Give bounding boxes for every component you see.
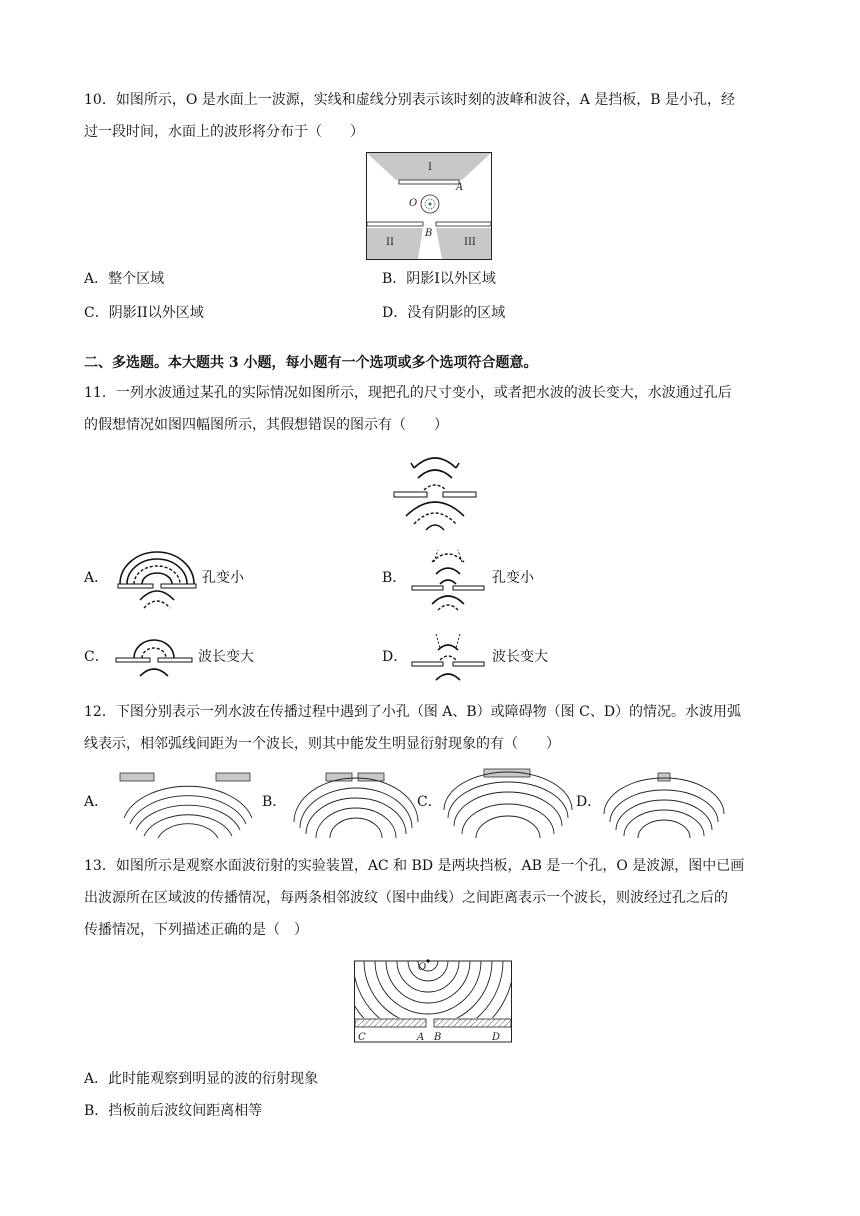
wave-source-O (429, 203, 432, 206)
q11-option-c-letter[interactable]: C． (84, 649, 109, 665)
q12-line2: 线表示，相邻弧线间距为一个波长，则其中能发生明显衍射现象的有（ ） (84, 736, 560, 752)
q12-figure-c (442, 766, 576, 838)
q12-label-b[interactable]: B． (262, 794, 287, 810)
q13-line2: 出波源所在区域波的传播情况，每两条相邻波纹（图中曲线）之间距离表示一个波长，则波经过孔之后的 (84, 890, 728, 906)
q12-label-d[interactable]: D． (576, 794, 602, 810)
q12-label-c[interactable]: C． (417, 794, 442, 810)
q13-label-d: D (492, 1032, 501, 1043)
q11-option-b-figure (410, 548, 486, 612)
q10-option-a[interactable]: A．整个区域 (84, 271, 165, 287)
q12-figure-b (290, 770, 424, 838)
label-O: O (409, 198, 418, 209)
q13-option-a[interactable]: A．此时能观察到明显的波的衍射现象 (84, 1071, 319, 1087)
q13-option-b[interactable]: B．挡板前后波纹间距离相等 (84, 1103, 263, 1119)
q13-label-o: O (418, 962, 427, 973)
barrier-right (436, 222, 491, 226)
q11-option-d-figure (410, 628, 486, 684)
q10-option-d[interactable]: D．没有阴影的区域 (382, 305, 506, 321)
q11-option-a-figure (114, 552, 200, 612)
barrier-left (367, 222, 423, 226)
q11-option-a-text: 孔变小 (202, 570, 244, 586)
q10-option-c[interactable]: C．阴影II以外区域 (84, 305, 204, 321)
q13-label-a: A (417, 1032, 425, 1043)
q11-option-b-text: 孔变小 (492, 570, 534, 586)
q11-line2: 的假想情况如图四幅图所示，其假想错误的图示有（ ） (84, 417, 448, 433)
q13-figure (354, 956, 512, 1050)
q10-line2: 过一段时间，水面上的波形将分布于（ ） (84, 124, 364, 140)
label-I: I (428, 162, 432, 173)
q11-option-d-letter[interactable]: D． (382, 649, 408, 665)
label-B: B (425, 228, 433, 239)
q10-figure (366, 152, 492, 260)
q11-option-a-letter[interactable]: A． (84, 570, 109, 586)
barrier-bd (434, 1019, 511, 1027)
q12-line1: 12．下图分别表示一列水波在传播过程中遇到了小孔（图 A、B）或障碍物（图 C、D）的情况。水波用弧 (84, 704, 742, 720)
q13-label-c: C (358, 1032, 366, 1043)
q12-figure-a (118, 770, 258, 838)
q10-line1: 10．如图所示，O 是水面上一波源，实线和虚线分别表示该时刻的波峰和波谷，A 是挡板，B 是小孔，经 (84, 92, 736, 108)
barrier-ac (355, 1019, 426, 1027)
q12-figure-d (600, 770, 728, 838)
q12-label-a[interactable]: A． (84, 794, 109, 810)
section-multiple-choice-header: 二、多选题。本大题共 3 小题，每小题有一个选项或多个选项符合题意。 (84, 355, 538, 371)
label-II: II (386, 237, 394, 248)
q13-line1: 13．如图所示是观察水面波衍射的实验装置，AC 和 BD 是两块挡板，AB 是一个孔，O 是波源，图中已画 (84, 858, 745, 874)
q13-label-b: B (434, 1032, 442, 1043)
shadow-region-II (367, 228, 423, 259)
label-III: III (464, 237, 476, 248)
q11-option-b-letter[interactable]: B． (382, 570, 407, 586)
q11-option-c-text: 波长变大 (198, 649, 254, 665)
q11-option-d-text: 波长变大 (492, 649, 548, 665)
q13-line3: 传播情况，下列描述正确的是（ ） (84, 922, 308, 938)
barrier-A (399, 180, 459, 184)
q10-option-b[interactable]: B．阴影I以外区域 (382, 271, 496, 287)
q11-line1: 11．一列水波通过某孔的实际情况如图所示，现把孔的尺寸变小，或者把水波的波长变大，水波通过孔后 (84, 385, 732, 401)
label-A: A (456, 182, 464, 193)
q13-source-dot (426, 959, 429, 962)
q11-main-figure (392, 450, 478, 532)
q11-option-c-figure (114, 634, 194, 682)
